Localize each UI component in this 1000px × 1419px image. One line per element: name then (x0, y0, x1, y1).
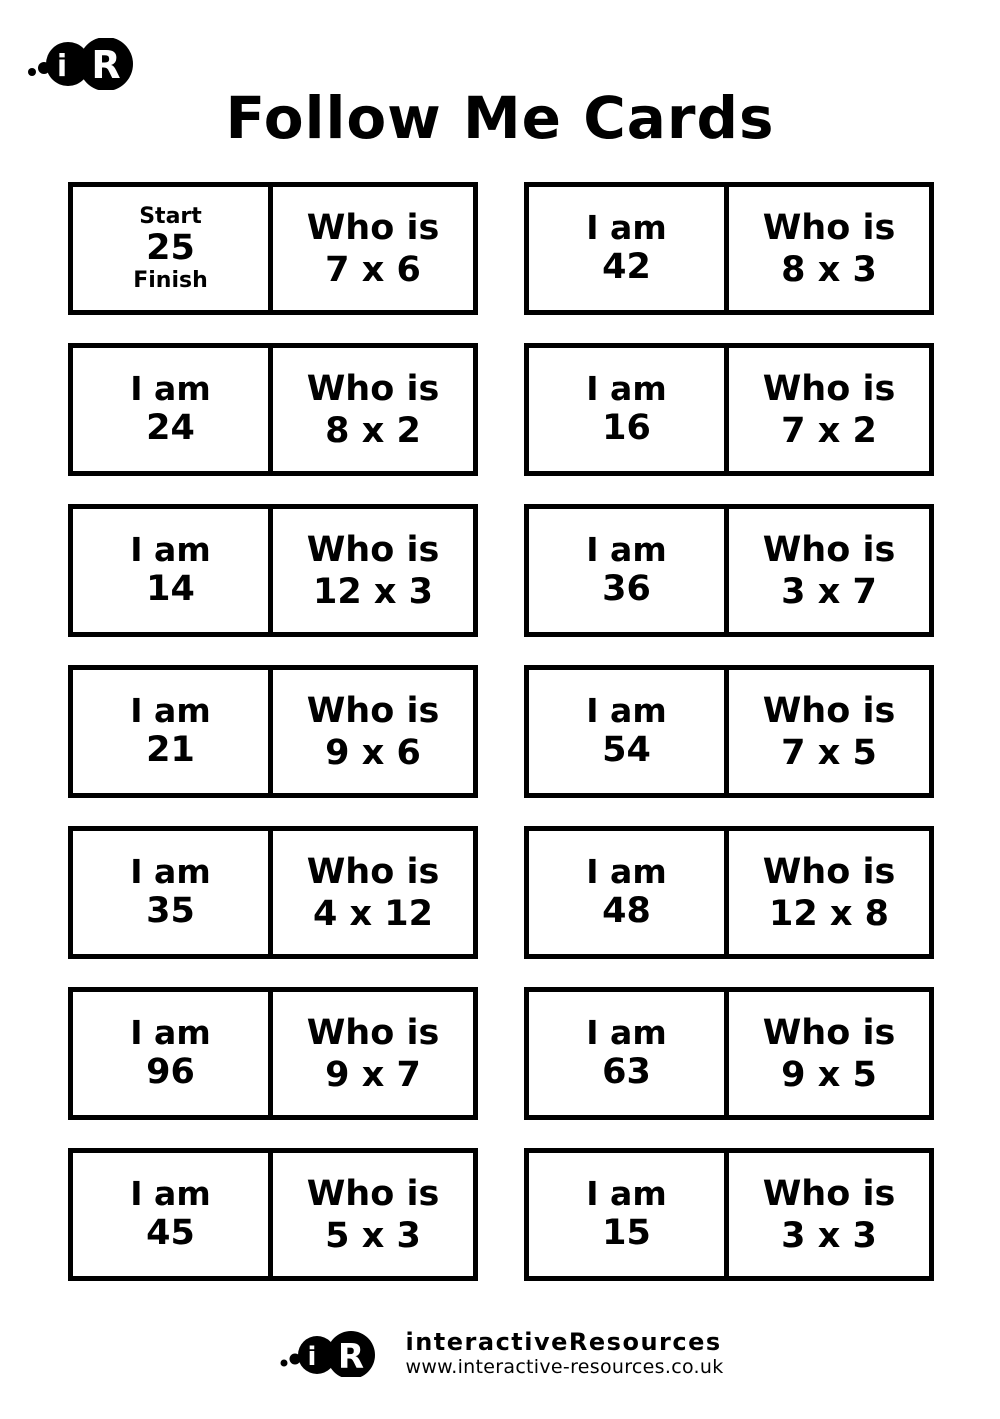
card-question-side (729, 831, 929, 954)
question-value: 7 x 2 (781, 410, 877, 451)
question-value: 8 x 2 (325, 410, 421, 451)
page-title: Follow Me Cards (225, 84, 775, 152)
website-url: www.interactive-resources.co.uk (405, 1356, 724, 1379)
card-answer-side (73, 670, 273, 793)
ir-logo-icon (276, 1331, 391, 1377)
card-question-side (273, 509, 473, 632)
card-answer-side (529, 509, 729, 632)
footer (0, 1329, 1000, 1379)
card-start (68, 182, 478, 315)
card-answer-side (529, 831, 729, 954)
card (524, 826, 934, 959)
svg-text:i: i (56, 49, 68, 84)
card (524, 343, 934, 476)
answer-value: 16 (602, 408, 651, 449)
card (524, 987, 934, 1120)
question-label: Who is (306, 368, 440, 409)
answer-label: I am (130, 369, 211, 409)
card-answer-side (73, 831, 273, 954)
question-label: Who is (762, 368, 896, 409)
question-value: 9 x 6 (325, 732, 421, 773)
answer-label: I am (130, 1174, 211, 1214)
card-answer-side (529, 348, 729, 471)
card-answer-side (73, 348, 273, 471)
card-answer-side (529, 670, 729, 793)
question-label: Who is (762, 1173, 896, 1214)
question-value: 7 x 6 (325, 249, 421, 290)
card-answer-side (73, 509, 273, 632)
question-label: Who is (762, 690, 896, 731)
answer-value: 21 (146, 730, 195, 771)
card-question-side (729, 348, 929, 471)
answer-value: 42 (602, 247, 651, 288)
brand-name: interactiveResources (405, 1327, 722, 1356)
answer-value: 24 (146, 408, 195, 449)
question-value: 7 x 5 (781, 732, 877, 773)
question-value: 12 x 3 (312, 571, 433, 612)
card-answer-side (73, 992, 273, 1115)
card-answer-side (529, 187, 729, 310)
card-question-side (273, 992, 473, 1115)
question-label: Who is (306, 529, 440, 570)
question-label: Who is (306, 851, 440, 892)
card-question-side (729, 1153, 929, 1276)
answer-label: I am (130, 530, 211, 570)
card-answer-side (73, 187, 273, 310)
question-label: Who is (306, 1173, 440, 1214)
question-value: 8 x 3 (781, 249, 877, 290)
card-question-side (273, 187, 473, 310)
start-label: Start (139, 203, 202, 229)
card (68, 826, 478, 959)
card (524, 504, 934, 637)
footer-text (405, 1329, 723, 1379)
card-question-side (729, 509, 929, 632)
question-value: 9 x 5 (781, 1054, 877, 1095)
card-answer-side (73, 1153, 273, 1276)
answer-value: 36 (602, 569, 651, 610)
ir-logo-icon (22, 38, 152, 90)
svg-text:R: R (338, 1336, 365, 1377)
question-label: Who is (306, 690, 440, 731)
question-value: 3 x 3 (781, 1215, 877, 1256)
answer-label: I am (130, 1013, 211, 1053)
answer-label: I am (586, 530, 667, 570)
card (68, 504, 478, 637)
answer-value: 35 (146, 891, 195, 932)
question-value: 3 x 7 (781, 571, 877, 612)
answer-label: I am (130, 691, 211, 731)
card (68, 665, 478, 798)
card-question-side (729, 670, 929, 793)
card (524, 665, 934, 798)
card-question-side (729, 992, 929, 1115)
card (524, 1148, 934, 1281)
question-value: 5 x 3 (325, 1215, 421, 1256)
answer-value: 54 (602, 730, 651, 771)
question-value: 9 x 7 (325, 1054, 421, 1095)
answer-value: 45 (146, 1213, 195, 1254)
card-question-side (273, 670, 473, 793)
question-label: Who is (306, 1012, 440, 1053)
question-label: Who is (762, 1012, 896, 1053)
question-label: Who is (762, 207, 896, 248)
question-label: Who is (306, 207, 440, 248)
card (68, 1148, 478, 1281)
answer-label: I am (586, 1174, 667, 1214)
answer-value: 96 (146, 1052, 195, 1093)
answer-value: 63 (602, 1052, 651, 1093)
start-value: 25 (146, 228, 195, 269)
question-value: 12 x 8 (768, 893, 889, 934)
card (68, 343, 478, 476)
card-question-side (273, 831, 473, 954)
finish-label: Finish (133, 267, 208, 293)
card (68, 987, 478, 1120)
answer-value: 14 (146, 569, 195, 610)
answer-label: I am (586, 1013, 667, 1053)
answer-label: I am (586, 691, 667, 731)
answer-label: I am (586, 369, 667, 409)
question-label: Who is (762, 529, 896, 570)
answer-label: I am (586, 852, 667, 892)
svg-text:i: i (308, 1341, 317, 1372)
card-question-side (273, 348, 473, 471)
card (524, 182, 934, 315)
answer-label: I am (586, 208, 667, 248)
card-question-side (729, 187, 929, 310)
answer-value: 48 (602, 891, 651, 932)
cards-grid (68, 182, 934, 1281)
answer-label: I am (130, 852, 211, 892)
question-label: Who is (762, 851, 896, 892)
svg-text:R: R (91, 43, 121, 87)
card-answer-side (529, 1153, 729, 1276)
question-value: 4 x 12 (312, 893, 433, 934)
card-question-side (273, 1153, 473, 1276)
card-answer-side (529, 992, 729, 1115)
answer-value: 15 (602, 1213, 651, 1254)
